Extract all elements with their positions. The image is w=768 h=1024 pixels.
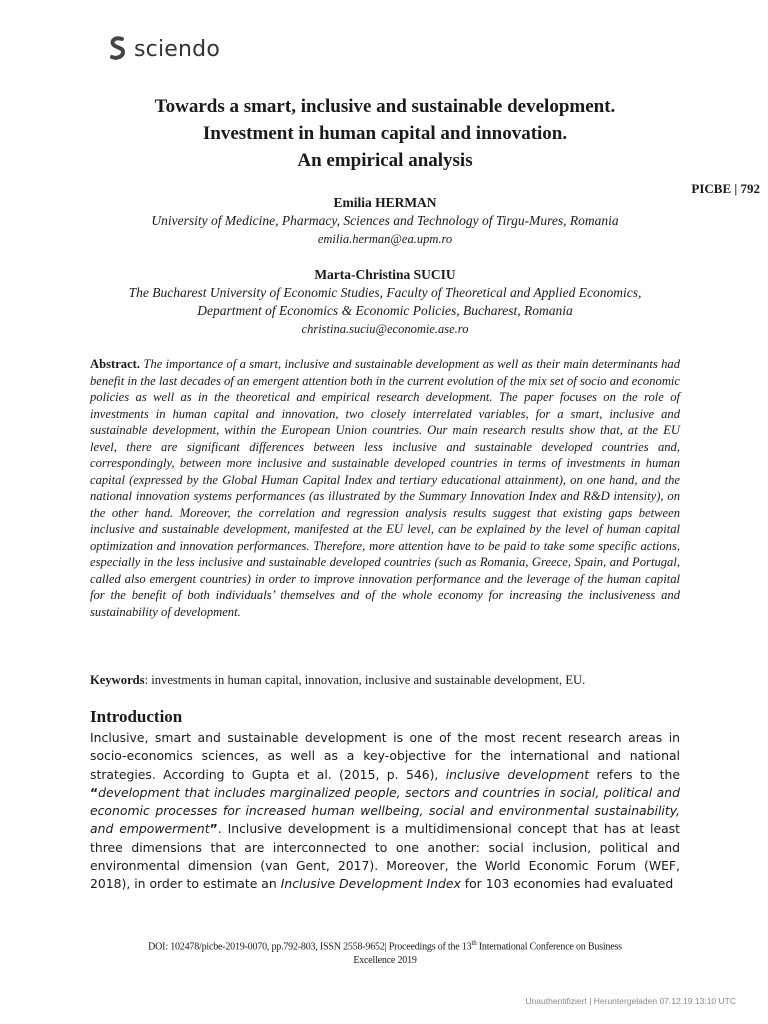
abstract-text: The importance of a smart, inclusive and sustainable development as well as their main determinants had benefit in the last decades of an emergent attention both in the current evolution of the mix set of socio and economic policies as well as in the theoretical and empirical research development. The paper focuses on the role of investments in human capital and innovation, two closely interrelated variables, for a smart, inclusive and sustainable development, within the European Union countries. Our main research results show that, at the EU level, there are significant differences between less inclusive and sustainable developed countries and, correspondingly, between more inclusive and sustainable developed countries in terms of investments in human capital (expressed by the Global Human Capital Index and tertiary educational attainment), on one hand, and the national innovation systems performances (as illustrated by the Summary Innovation Index and R&D intensity), on the other hand. Moreover, the correlation and regression analysis results suggest that existing gaps between inclusive and sustainable development, manifested at the EU level, can be explained by the level of human capital optimization and innovation performances. Therefore, more attention have to be paid to take some specific actions, especially in the less inclusive and sustainable developed countries (such as Romania, Greece, Spain, and Portugal, called also emergent countries) in order to improve innovation performance and the leverage of the human capital for the benefit of both individuals’ themselves and of the whole economy for increasing the inclusiveness and sustainability of development. [90, 357, 680, 619]
section-heading: Introduction [90, 707, 183, 726]
abstract-label: Abstract. [90, 357, 141, 371]
author-block [90, 266, 680, 338]
sciendo-logo [108, 36, 220, 62]
intro-text: . Inclusive development is a multidimensional concept that has at least three dimensions that are interconnected to one another: social inclusion, political and environmental dimension (van Gent, 2017). Moreover, the World Economic Forum (WEF, 2018), in order to estimate an [90, 821, 680, 892]
intro-emphasis: Inclusive Development Index [280, 876, 461, 892]
intro-quote: development that includes marginalized people, sectors and countries in social, political and economic processes for increased human wellbeing, social and environmental sustainability, and empowerment [90, 784, 680, 837]
footer-doi: DOI: 102478/picbe-2019-0070, pp.792-803, ISSN 2558-9652| Proceedings of the 13 [148, 941, 472, 953]
author-affiliation: The Bucharest University of Economic Studies, Faculty of Theoretical and Applied Economics, [128, 285, 642, 300]
author-email[interactable]: christina.suciu@economie.ase.ro [301, 322, 469, 336]
author-affiliation: University of Medicine, Pharmacy, Sciences and Technology of Tirgu-Mures, Romania [151, 213, 619, 228]
footer-line: Excellence 2019 [353, 955, 417, 967]
title-line: Towards a smart, inclusive and sustainable development. [154, 96, 616, 117]
intro-emphasis: inclusive development [445, 766, 590, 782]
download-stamp: Unauthentifiziert | Heruntergeladen 07.12.19 13:10 UTC [525, 996, 736, 1006]
intro-text: Inclusive, smart and sustainable development is one of the most recent research areas in socio-economics sciences, as well as a key-objective for the international and national strategies. According to Gupta et al. (2015, p. 546), [90, 730, 680, 782]
title-line: An empirical analysis [297, 150, 473, 171]
introduction-paragraph [90, 729, 680, 894]
paper-title [90, 93, 680, 174]
quote-mark: ” [209, 821, 218, 837]
footer-sup: th [471, 939, 477, 947]
keywords-label: Keywords [90, 673, 145, 687]
intro-text: for 103 economies had evaluated [460, 876, 674, 892]
footer-line [90, 936, 680, 954]
sciendo-logo-icon [108, 36, 128, 62]
abstract [90, 356, 680, 620]
author-name: Emilia HERMAN [333, 195, 437, 210]
page-reference: PICBE | 792 [691, 181, 760, 196]
keywords-text: : investments in human capital, innovation, inclusive and sustainable development, EU. [144, 673, 586, 687]
author-affiliation: Department of Economics & Economic Policies, Bucharest, Romania [197, 303, 573, 318]
keywords [90, 673, 680, 688]
footer-conference: International Conference on Business [476, 941, 622, 953]
intro-text: refers to the [589, 766, 680, 782]
brand-name: sciendo [134, 36, 220, 62]
title-line: Investment in human capital and innovation. [202, 123, 568, 144]
quote-mark: “ [90, 784, 99, 800]
author-name: Marta-Christina SUCIU [314, 267, 456, 282]
page-footer [90, 936, 680, 968]
author-email[interactable]: emilia.herman@ea.upm.ro [317, 232, 453, 246]
author-block [90, 194, 680, 248]
